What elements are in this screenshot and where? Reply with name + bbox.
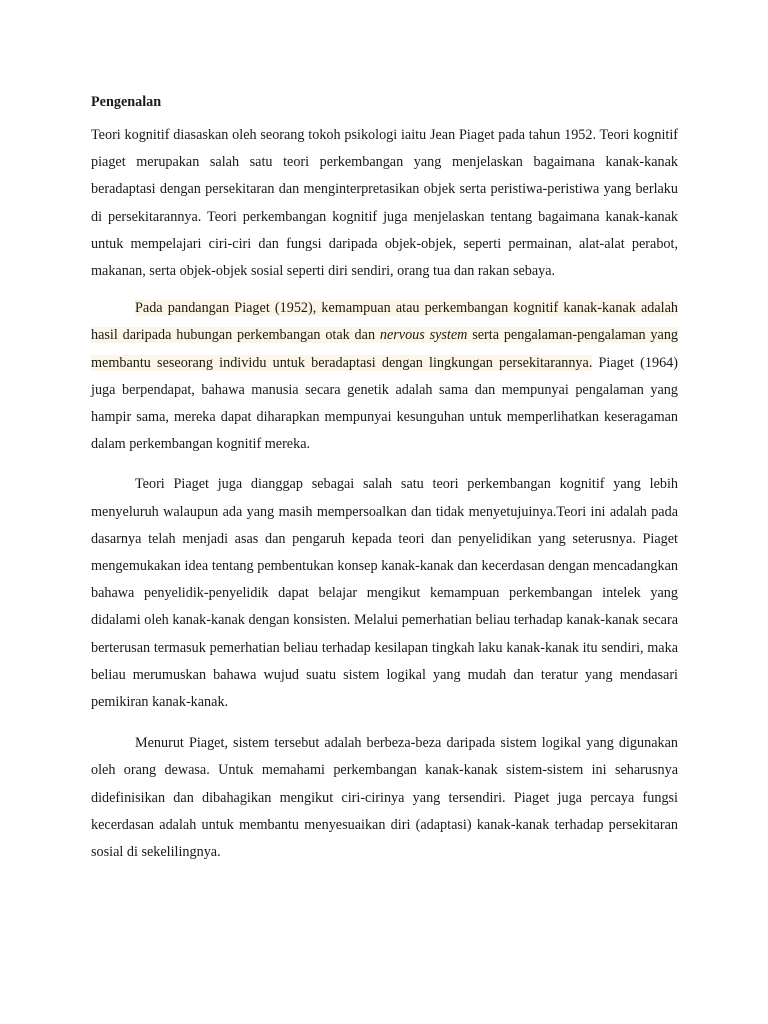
paragraph-2-rest: Piaget (1964) juga berpendapat, bahawa manusia secara genetik adalah sama dan mempunyai pengalaman yang hampir sama, mereka dapat diharapkan mempunyai kesunguhan untuk memperlihatkan keseragaman dalam perkembangan kognitif mereka.	[91, 354, 678, 453]
paragraph-1-text: Teori kognitif diasaskan oleh seorang tokoh psikologi iaitu Jean Piaget pada tahun 1952. Teori kognitif piaget merupakan salah satu teori perkembangan yang menjelaskan bagaimana kanak-kanak beradaptasi dengan persekitaran dan menginterpretasikan objek serta peristiwa-peristiwa yang berlaku di persekitarannya. Teori perkembangan kognitif juga menjelaskan tentang bagaimana kanak-kanak untuk mempelajari ciri-ciri dan fungsi daripada objek-objek, seperti permainan, alat-alat perabot, makanan, serta objek-objek sosial seperti diri sendiri, orang tua dan rakan sebaya.	[91, 127, 678, 280]
highlight-text-part-2: serta pengalaman-pengalaman yang membantu seseorang individu untuk beradaptasi dengan lingkungan persekitarannya.	[91, 327, 679, 371]
paragraph-3-text: Teori Piaget juga dianggap sebagai salah satu teori perkembangan kognitif yang lebih menyeluruh walaupun ada yang masih mempersoalkan dan tidak menyetujuinya.Teori ini adalah pada dasarnya telah menjadi asas dan pengaruh kepada teori dan penyelidikan yang seterusnya. Piaget mengemukakan idea tentang pembentukan konsep kanak-kanak dan kecerdasan dengan mencadangkan bahawa penyelidik-penyelidik dapat belajar mengikut kemampuan perkembangan intelek yang didalami oleh kanak-kanak dengan konsisten. Melalui pemerhatian beliau terhadap kanak-kanak secara berterusan termasuk pemerhatian beliau terhadap kesilapan tingkah laku kanak-kanak itu sendiri, maka beliau merumuskan bahawa wujud suatu sistem logikal yang mudah dan teratur yang mendasari pemikiran kanak-kanak.	[91, 476, 678, 711]
paragraph-2	[91, 295, 678, 458]
document-page	[91, 88, 678, 866]
paragraph-1	[91, 122, 678, 285]
paragraph-3	[91, 471, 678, 716]
section-heading: Pengenalan	[91, 94, 162, 110]
paragraph-4	[91, 730, 678, 866]
paragraph-4-text: Menurut Piaget, sistem tersebut adalah berbeza-beza daripada sistem logikal yang digunakan oleh orang dewasa. Untuk memahami perkembangan kanak-kanak sistem-sistem ini seharusnya didefinisikan dan dibahagikan mengikut ciri-cirinya yang tersendiri. Piaget juga percaya fungsi kecerdasan adalah untuk membantu menyesuaikan diri (adaptasi) kanak-kanak terhadap persekitaran sosial di sekelilingnya.	[91, 735, 678, 861]
italic-term: nervous system	[379, 327, 468, 344]
highlighted-text	[91, 300, 678, 370]
highlight-text-part-1: Pada pandangan Piaget (1952), kemampuan atau perkembangan kognitif kanak-kanak adalah hasil daripada hubungan perkembangan otak dan	[91, 300, 678, 344]
